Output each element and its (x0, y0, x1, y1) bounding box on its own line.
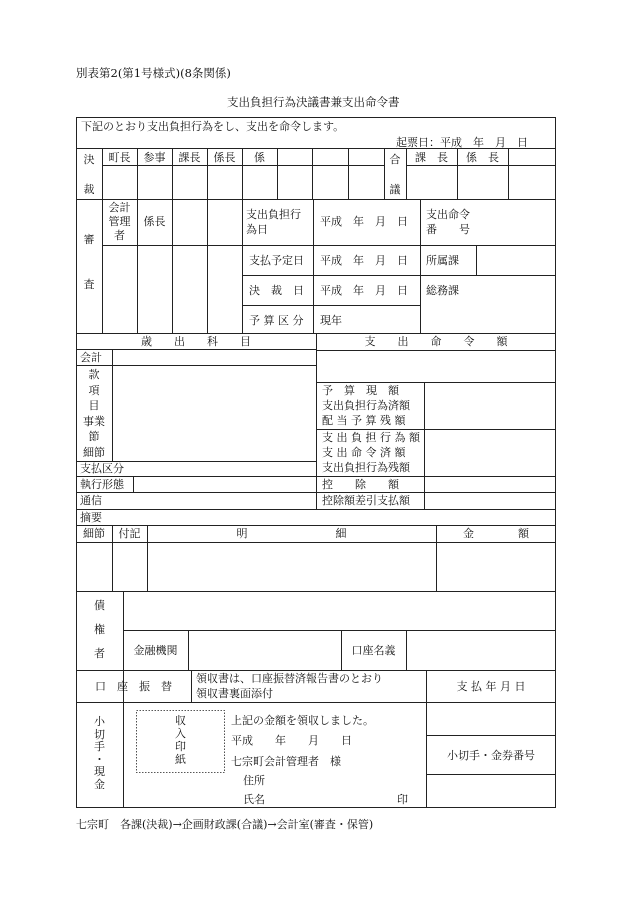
budget-type-value: 現年 (320, 314, 342, 327)
order-no-label: 支出命令 番 号 (426, 208, 470, 236)
seal-mark: 印 (397, 793, 408, 806)
amount-deduction: 控 除 額 (322, 478, 399, 491)
detail-header-meisai: 明 細 (236, 527, 347, 540)
planned-date-label: 支払予定日 (249, 254, 304, 267)
row-kaikei: 会計 (80, 351, 102, 364)
appendix-label: 別表第2(第1号様式)(8条関係) (76, 66, 231, 80)
decision-date-value: 平成 年 月 日 (320, 284, 408, 297)
amount-net-payment: 控除額差引支払額 (322, 494, 410, 507)
budget-type-label: 予 算 区 分 (249, 314, 304, 327)
dept-label: 所属課 (426, 254, 459, 267)
aigi-kakaricho: 係 長 (466, 151, 499, 164)
decision-date-label: 決 裁 日 (249, 284, 304, 297)
draft-date: 起票日：平成 年 月 日 (396, 136, 528, 149)
detail-header-amount: 金 額 (463, 527, 529, 540)
audit-label: 審 査 (83, 233, 95, 291)
detail-header-saisetsu: 細節 (83, 527, 105, 540)
routing-note: 七宗町 各課(決裁)→企画財政課(合議)→会計室(審査・保管) (76, 818, 374, 831)
dept-value: 総務課 (426, 284, 459, 297)
amount-burden-remain: 支出負担行為残額 (322, 461, 410, 474)
row-payment-type: 支払区分 (80, 462, 124, 475)
bank-label: 金融機関 (133, 644, 178, 657)
amount-burden: 支 出 負 担 行 為 額 (322, 431, 420, 444)
amount-allocated-remain: 配 当 予 算 残 額 (322, 414, 406, 427)
role-sanji: 参事 (143, 151, 166, 164)
audit-kakaricho: 係長 (143, 215, 166, 228)
row-kanko: 款 項 目 事業 節 細節 (83, 368, 105, 459)
role-kacho: 課長 (178, 151, 201, 164)
burden-date-value: 平成 年 月 日 (320, 215, 408, 228)
amount-order-done: 支 出 命 令 済 額 (322, 446, 406, 459)
row-tsushin: 通信 (80, 494, 102, 507)
amount-budget: 予 算 現 額 (322, 384, 399, 397)
address-label: 住所 (243, 774, 265, 787)
accounts-title: 歳 出 科 目 (141, 335, 251, 348)
receipt-text: 上記の金額を領収しました。 (231, 714, 374, 727)
transfer-note: 領収書は、口座振替済報告書のとおり 領収書裏面添付 (196, 672, 383, 700)
role-kakari: 係 (254, 151, 265, 164)
row-tekiyo: 摘要 (80, 511, 102, 524)
kessai-label: 決 裁 (83, 153, 95, 196)
order-amount-title: 支 出 命 令 額 (364, 335, 508, 348)
cash-label: 小 切 手 ・ 現 金 (94, 715, 105, 791)
burden-date-label: 支出負担行 為日 (246, 208, 301, 236)
check-number-label: 小切手・金券番号 (447, 749, 535, 762)
form-title: 支出負担行為決議書兼支出命令書 (227, 95, 400, 109)
row-execution: 執行形態 (80, 478, 124, 491)
detail-header-fuki: 付記 (118, 527, 141, 540)
receipt-date: 平成 年 月 日 (231, 734, 352, 747)
receipt-officer: 七宗町会計管理者 様 (231, 755, 341, 768)
transfer-label: 口 座 振 替 (95, 680, 172, 693)
role-chief: 町長 (108, 151, 131, 164)
account-name-label: 口座名義 (351, 644, 396, 657)
kaikei-kanrisha: 会計 管理 者 (108, 201, 131, 242)
aigi-kacho: 課 長 (415, 151, 448, 164)
role-kakaricho: 係長 (213, 151, 236, 164)
name-label: 氏名 (243, 793, 265, 806)
intro-text: 下記のとおり支出負担行為をし、支出を命令します。 (81, 120, 345, 133)
revenue-stamp-label: 収 入 印 紙 (175, 714, 186, 766)
creditor-label: 債 権 者 (94, 599, 105, 660)
amount-burden-done: 支出負担行為済額 (322, 399, 410, 412)
aigi-label: 合 議 (389, 153, 401, 196)
planned-date-value: 平成 年 月 日 (320, 254, 408, 267)
payment-date-label: 支 払 年 月 日 (456, 680, 526, 693)
